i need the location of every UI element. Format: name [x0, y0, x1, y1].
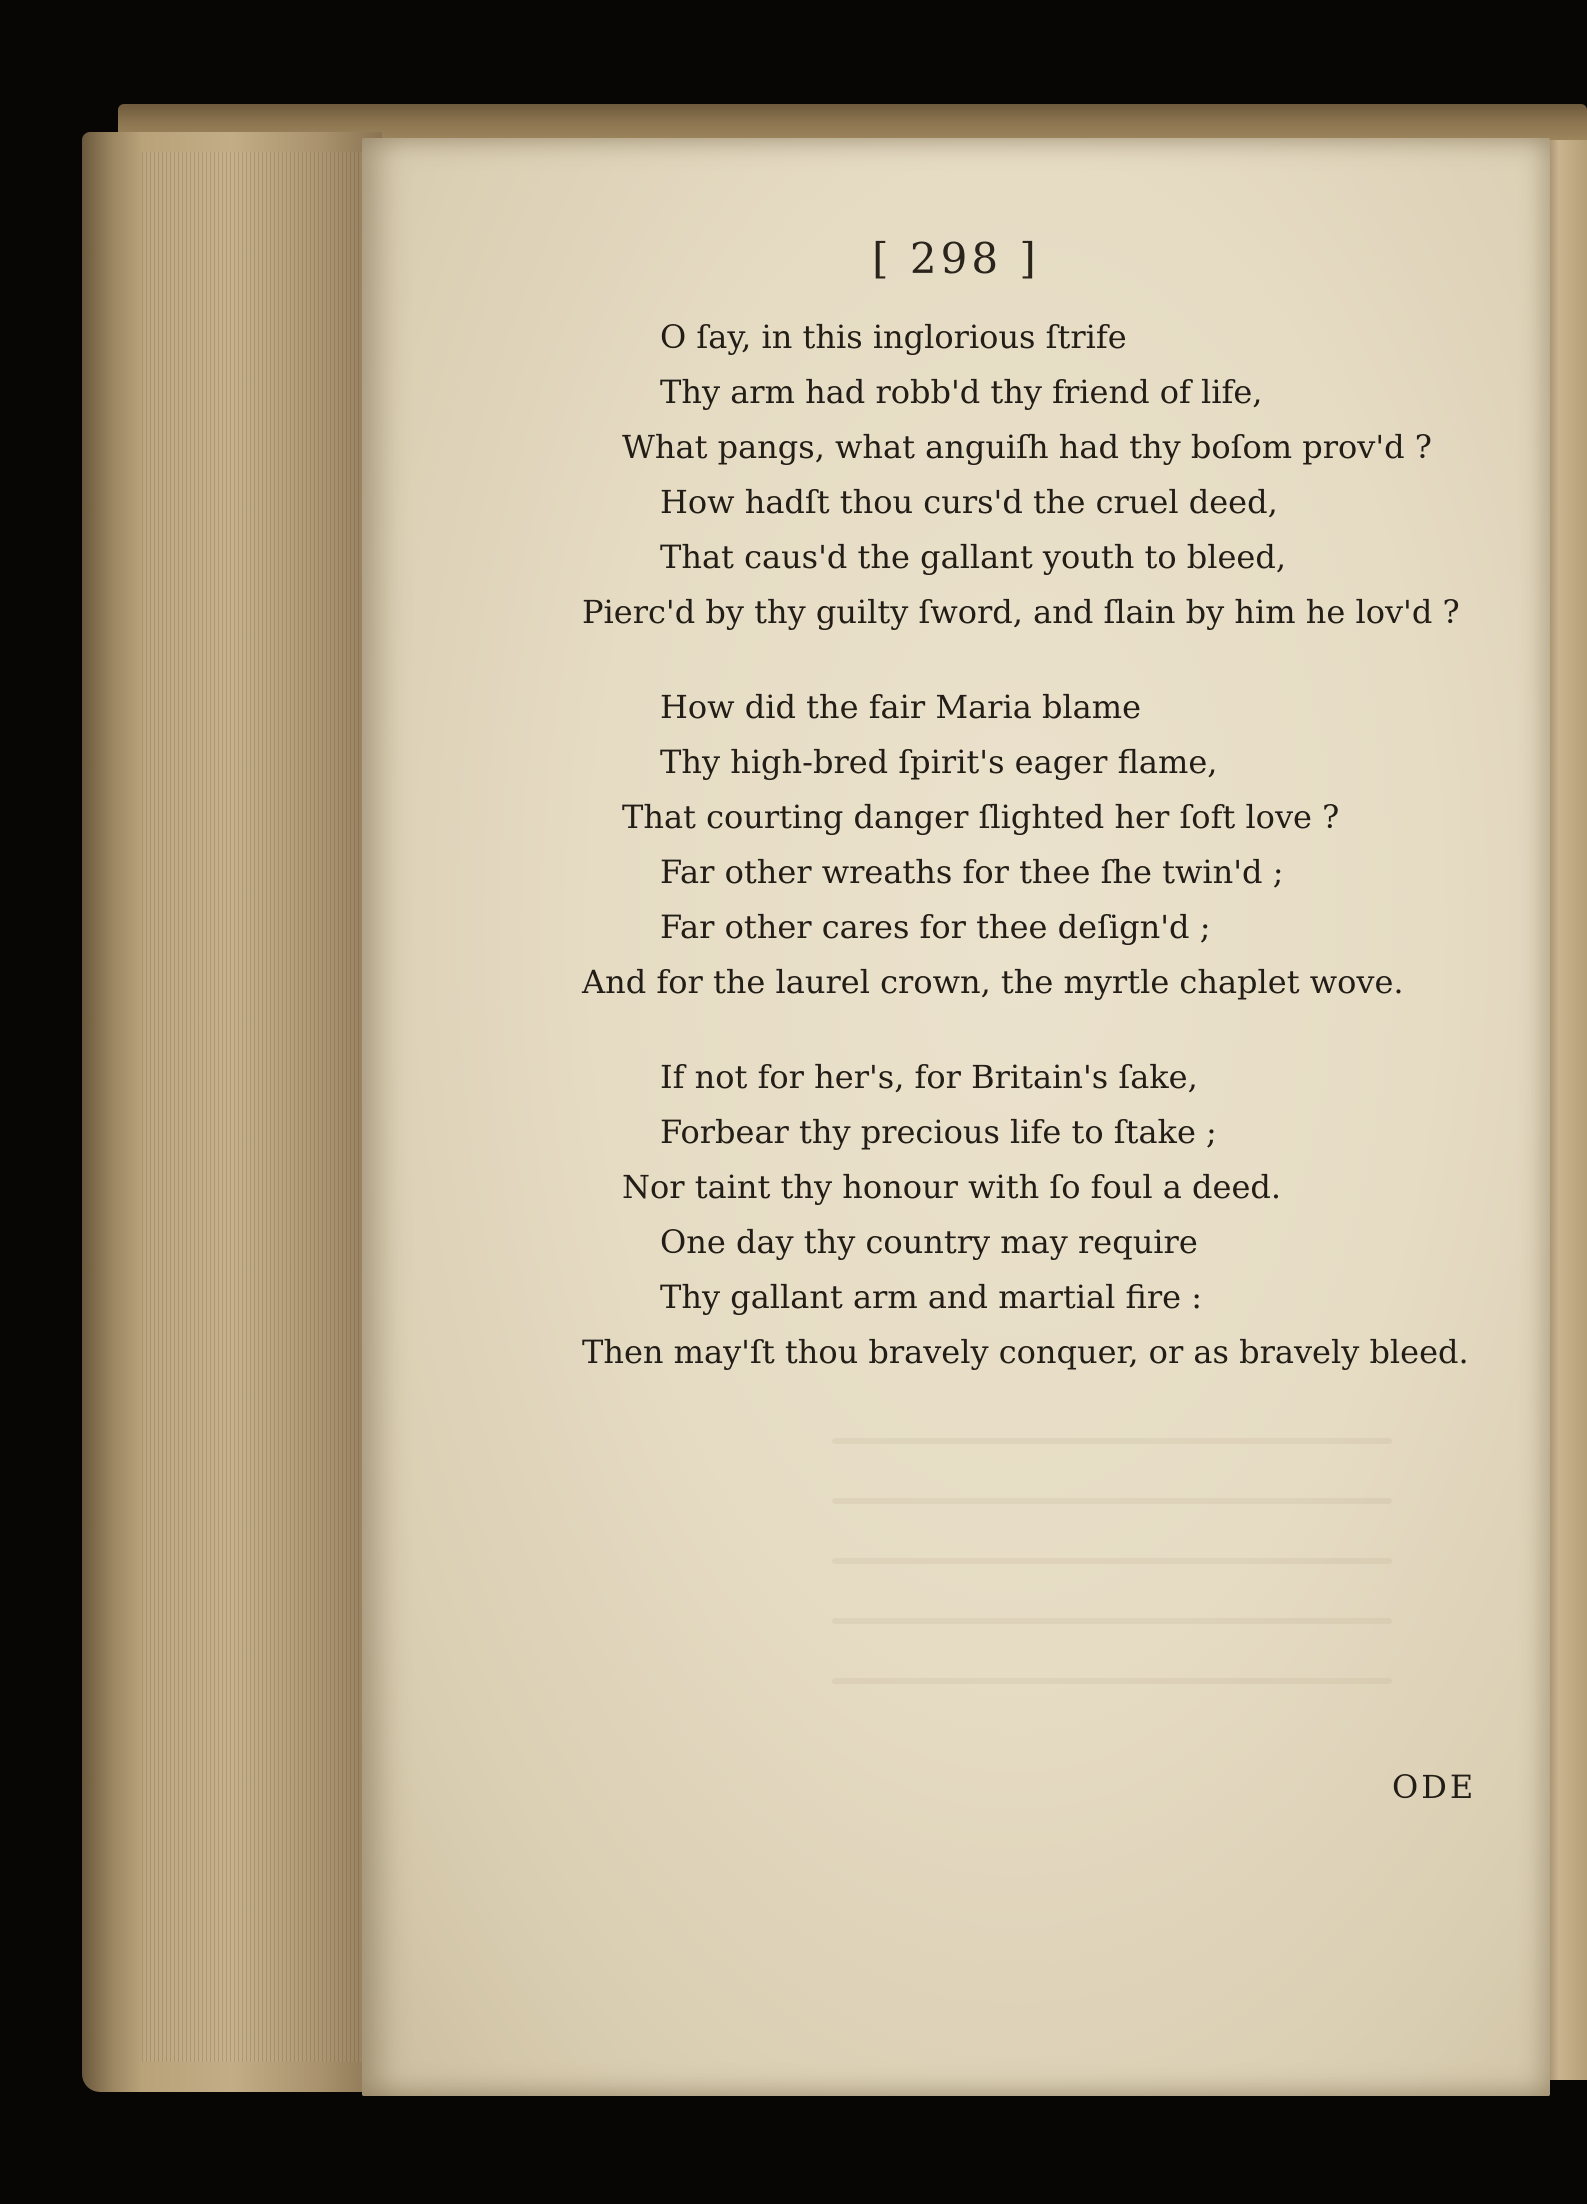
verse-line: If not for her's, for Britain's ſake, — [660, 1058, 1198, 1096]
poem-body — [362, 310, 1550, 1420]
verse-line: What pangs, what anguiſh had thy boſom prov'd ? — [622, 428, 1432, 466]
verse-line: Thy gallant arm and martial fire : — [660, 1278, 1203, 1316]
verse-line: Thy high-bred ſpirit's eager flame, — [660, 743, 1218, 781]
verse-line: That courting danger ſlighted her ſoft love ? — [622, 798, 1340, 836]
verse-line: And for the laurel crown, the myrtle chaplet wove. — [582, 963, 1404, 1001]
stanza-1 — [362, 310, 1550, 640]
verse-line: Far other wreaths for thee ſhe twin'd ; — [660, 853, 1284, 891]
bleed-through-line — [832, 1438, 1392, 1444]
catchword: ODE — [1392, 1768, 1477, 1806]
verse-line: Pierc'd by thy guilty ſword, and ſlain by him he lov'd ? — [582, 593, 1460, 631]
verse-line: How did the fair Maria blame — [660, 688, 1142, 726]
verse-line: That caus'd the gallant youth to bleed, — [660, 538, 1287, 576]
bleed-through-line — [832, 1498, 1392, 1504]
verse-line: One day thy country may require — [660, 1223, 1198, 1261]
bleed-through-line — [832, 1558, 1392, 1564]
verse-line: O ſay, in this inglorious ſtrife — [660, 318, 1127, 356]
book-page — [362, 138, 1550, 2096]
bleed-through-line — [832, 1618, 1392, 1624]
verse-line: Then may'ſt thou bravely conquer, or as bravely bleed. — [582, 1333, 1469, 1371]
book-page-edges-left — [82, 132, 382, 2092]
stanza-3 — [362, 1050, 1550, 1380]
stanza-2 — [362, 680, 1550, 1010]
page-number: [ 298 ] — [872, 234, 1040, 283]
bleed-through-line — [832, 1678, 1392, 1684]
verse-line: Thy arm had robb'd thy friend of life, — [660, 373, 1263, 411]
verse-line: Nor taint thy honour with ſo foul a deed. — [622, 1168, 1282, 1206]
verse-line: How hadſt thou curs'd the cruel deed, — [660, 483, 1278, 521]
verse-line: Forbear thy precious life to ſtake ; — [660, 1113, 1217, 1151]
verse-line: Far other cares for thee deſign'd ; — [660, 908, 1211, 946]
